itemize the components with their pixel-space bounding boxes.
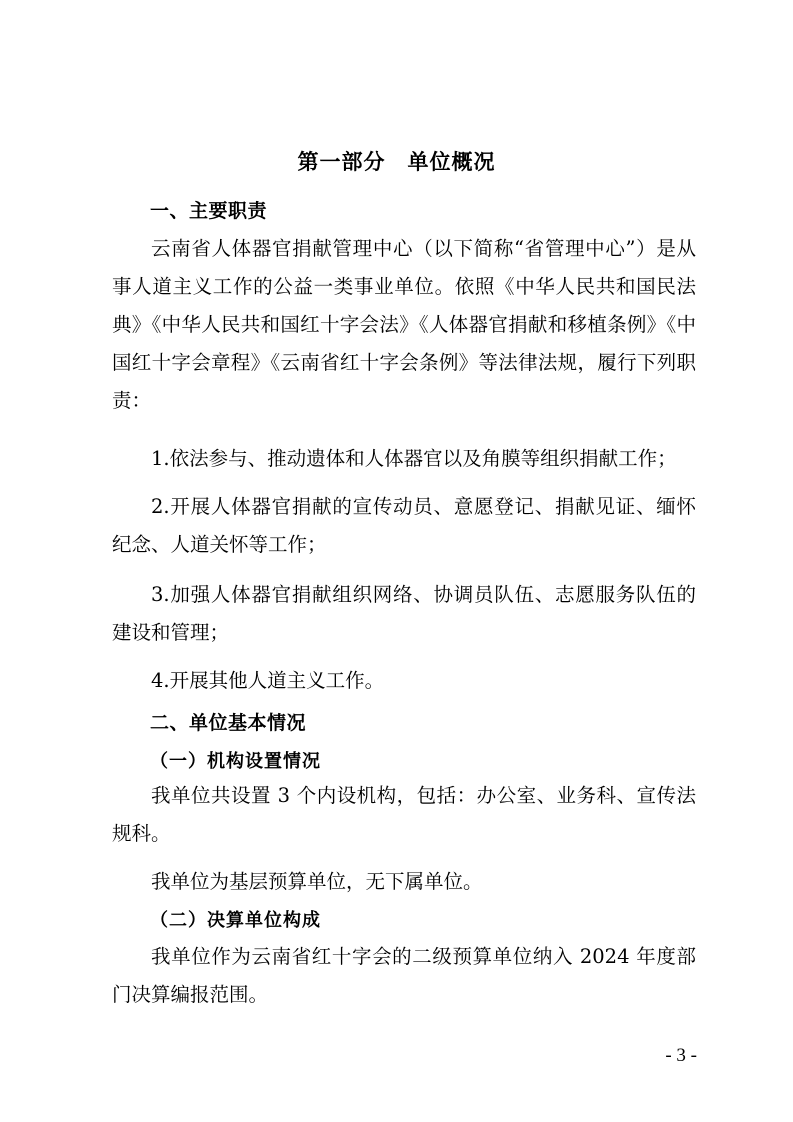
section-heading-basic-info: 二、单位基本情况 (150, 712, 307, 734)
duty-item-1: 1.依法参与、推动遗体和人体器官以及角膜等组织捐献工作； (151, 447, 677, 470)
duty-item-2: 2.开展人体器官捐献的宣传动员、意愿登记、捐献见证、缅怀纪念、人道关怀等工作； (112, 495, 696, 556)
organization-paragraph-2: 我单位为基层预算单位，无下属单位。 (151, 870, 483, 893)
subsection-heading-organization: （一）机构设置情况 (150, 751, 321, 772)
organization-paragraph-1: 我单位共设置 3 个内设机构，包括：办公室、业务科、宣传法规科。 (112, 784, 696, 845)
duties-intro-paragraph: 云南省人体器官捐献管理中心（以下简称“省管理中心”）是从事人道主义工作的公益一类事业单位。依照《中华人民共和国民法典》《中华人民共和国红十字会法》《人体器官捐献和移植条例》《中国红十字会章程》《云南省红十字会条例》等法律法规，履行下列职责： (112, 237, 696, 412)
duty-item-3: 3.加强人体器官捐献组织网络、协调员队伍、志愿服务队伍的建设和管理； (112, 583, 696, 644)
page-number: - 3 - (665, 1045, 697, 1066)
section-heading-main-duties: 一、主要职责 (150, 200, 268, 222)
page-title: 第一部分 单位概况 (297, 150, 496, 174)
duty-item-4: 4.开展其他人道主义工作。 (151, 669, 385, 692)
subsection-heading-units: （二）决算单位构成 (150, 910, 321, 931)
units-paragraph-1: 我单位作为云南省红十字会的二级预算单位纳入 2024 年度部门决算编报范围。 (112, 945, 696, 1006)
